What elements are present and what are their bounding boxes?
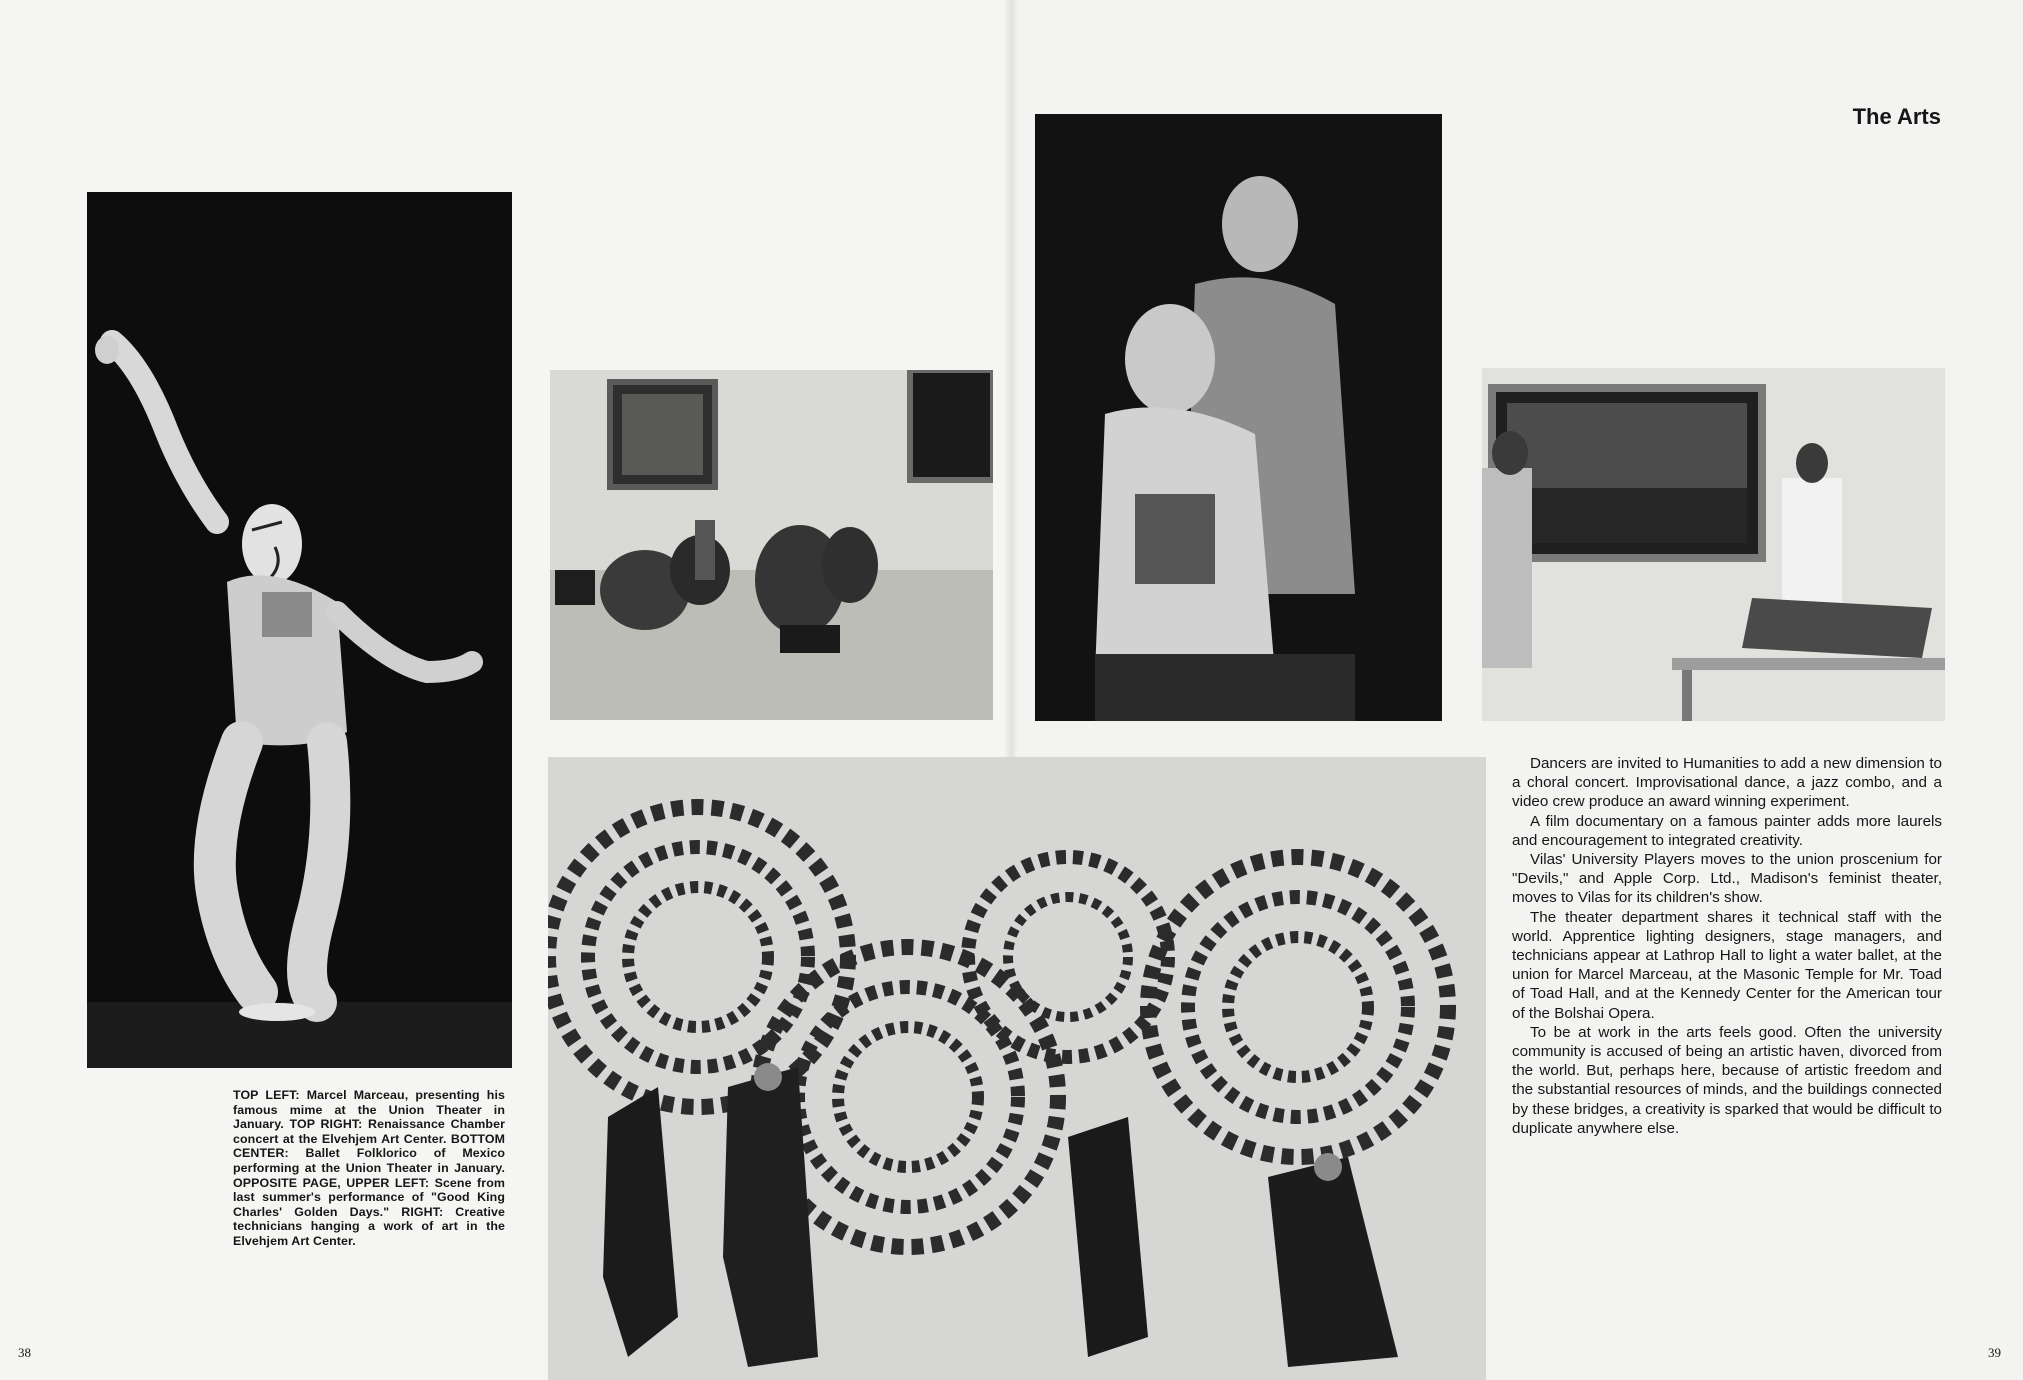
photo-marcel-marceau [87,192,512,1068]
photo-hanging-artwork [1482,368,1945,721]
photo-renaissance-chamber-concert [550,370,993,720]
article-body [1512,754,1942,1138]
page-number-left: 38 [18,1345,31,1360]
photo-caption: TOP LEFT: Marcel Marceau, presenting his famous mime at the Union Theater in January. TOP RIGHT: Renaissance Chamber concert at the Elvehjem Art Center. BOTTOM CENTER: Ballet Folklorico of Mexico performing at the Union Theater in January. OPPOSITE PAGE, UPPER LEFT: Scene from last summer's performance of "Good King Charles' Golden Days." RIGHT: Creative technicians hanging a work of art in the Elvehjem Art Center. [233,1088,505,1248]
body-paragraph: The theater department shares it technical staff with the world. Apprentice lighting designers, stage managers, and technicians appear at Lathrop Hall to light a water ballet, at the union for Marcel Marceau, at the Masonic Temple for Mr. Toad of Toad Hall, and at the Kennedy Center for the American tour of the Bolshai Opera. [1512,908,1942,1022]
body-paragraph: Dancers are invited to Humanities to add a new dimension to a choral concert. Improvisational dance, a jazz combo, and a video crew produce an award winning experiment. [1512,755,1942,811]
photo-ballet-folklorico [548,757,1486,1380]
body-paragraph: A film documentary on a famous painter adds more laurels and encouragement to integrated creativity. [1512,812,1942,849]
page-number-right: 39 [1988,1345,2001,1360]
body-paragraph: Vilas' University Players moves to the union proscenium for "Devils," and Apple Corp. Ltd., Madison's feminist theater, moves to Vilas for its children's show. [1512,851,1942,907]
section-title: The Arts [1852,104,1941,129]
body-paragraph: To be at work in the arts feels good. Often the university community is accused of being an artistic haven, divorced from the world. But, perhaps here, because of artistic freedom and the substantial resources of minds, and the buildings connected by these bridges, a creativity is sparked that would be difficult to duplicate anywhere else. [1512,1023,1942,1137]
photo-good-king-charles-scene [1035,114,1442,721]
